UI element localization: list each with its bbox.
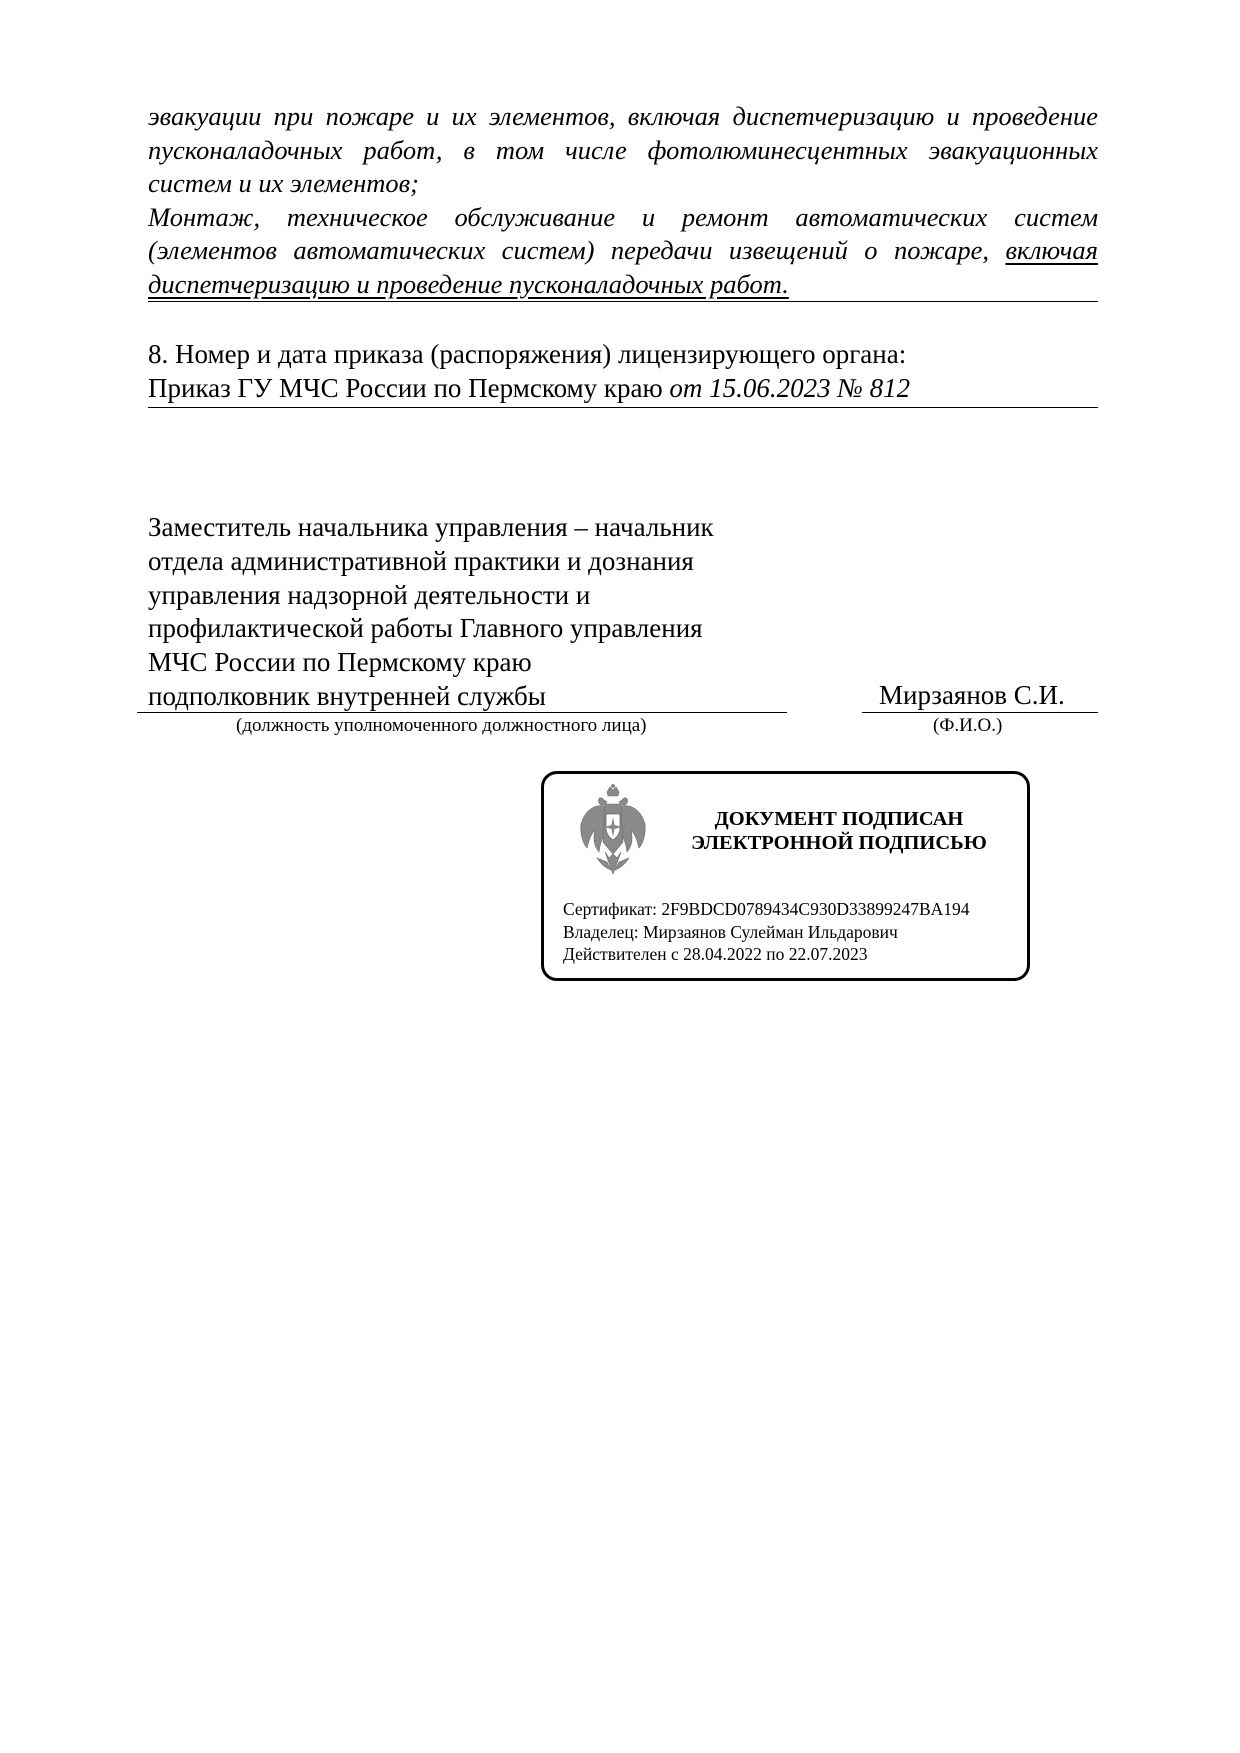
activities-underline (148, 301, 1098, 302)
electronic-signature-stamp (541, 771, 1030, 981)
position-line: отдела административной практики и дознания (148, 545, 694, 576)
order-label: 8. Номер и дата приказа (распоряжения) лицензирующего органа: (148, 339, 907, 369)
stamp-certificate: Сертификат: 2F9BDCD0789434C930D33899247BA194 (563, 899, 970, 919)
activity-line-2 (148, 201, 1098, 302)
position-caption: (должность уполномоченного должностного лица) (236, 715, 647, 736)
activity-line-2-tail: включая диспетчеризацию и проведение пусконаладочных работ. (148, 235, 1098, 299)
position-line: МЧС России по Пермскому краю (148, 647, 532, 678)
stamp-title (649, 807, 1029, 855)
stamp-owner: Владелец: Мирзаянов Сулейман Ильдарович (563, 921, 898, 942)
position-line: подполковник внутренней службы (148, 680, 546, 711)
name-underline (862, 712, 1098, 713)
order-issuer: Приказ ГУ МЧС России по Пермскому краю (148, 373, 670, 403)
stamp-validity: Действителен с 28.04.2022 по 22.07.2023 (563, 944, 868, 964)
stamp-title-line-1: ДОКУМЕНТ ПОДПИСАН (714, 808, 964, 830)
order-number-date: от 15.06.2023 № 812 (669, 373, 911, 403)
stamp-title-line-2: ЭЛЕКТРОННОЙ ПОДПИСЬЮ (691, 832, 987, 854)
signatory-name: Мирзаянов С.И. (879, 680, 1065, 710)
position-line: профилактической работы Главного управления (148, 613, 703, 644)
position-line: управления надзорной деятельности и (148, 579, 591, 610)
stamp-details (563, 898, 970, 966)
order-underline (148, 407, 1098, 408)
mchs-emblem-icon (577, 784, 649, 880)
activity-line-1: эвакуации при пожаре и их элементов, включая диспетчеризацию и проведение пусконаладочных работ, в том числе фотолюминесцентных эвакуационных систем и их элементов; (148, 101, 1098, 198)
licensed-activities-text (148, 100, 1098, 301)
order-value (148, 371, 910, 405)
name-caption: (Ф.И.О.) (933, 715, 1003, 736)
position-line: Заместитель начальника управления – начальник (148, 512, 714, 542)
position-underline (137, 712, 787, 713)
signatory-position (148, 511, 714, 714)
activity-line-2-main: Монтаж, техническое обслуживание и ремонт автоматических систем (элементов автоматических систем) передачи извещений о пожаре, (148, 201, 1098, 265)
